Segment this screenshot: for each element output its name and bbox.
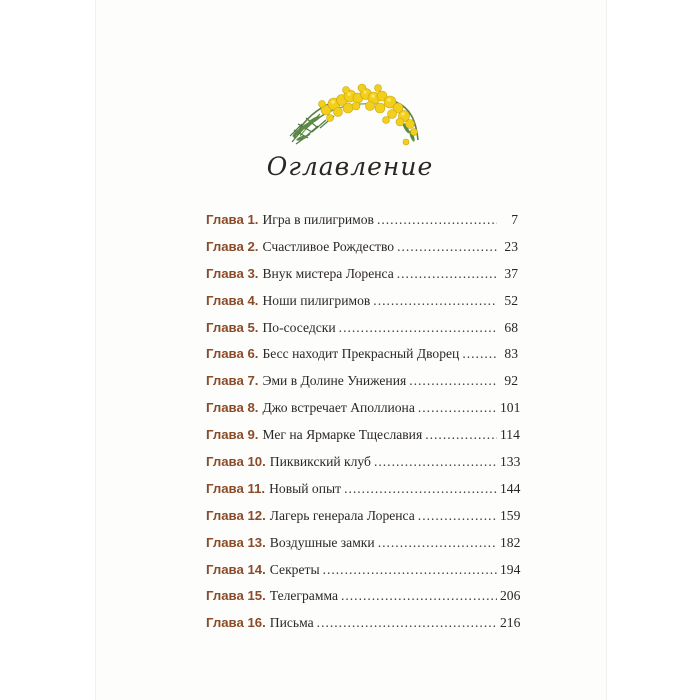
chapter-number: Глава 15.	[206, 588, 266, 604]
chapter-title: Телеграмма	[269, 588, 338, 604]
chapter-title: Бесс находит Прекрасный Дворец	[262, 346, 460, 362]
page-number: 159	[500, 507, 521, 523]
chapter-title: Игра в пилигримов	[262, 212, 374, 227]
page-number: 92	[504, 373, 518, 389]
toc-entry[interactable]	[206, 427, 518, 454]
chapter-title: Джо встречает Аполлиона	[262, 400, 415, 416]
toc-entry[interactable]	[206, 588, 521, 615]
dot-leader	[462, 346, 497, 362]
dot-leader	[425, 427, 497, 443]
chapter-number: Глава 11.	[206, 480, 266, 496]
dot-leader	[339, 320, 497, 336]
toc-entry[interactable]	[206, 320, 518, 347]
toc-entry[interactable]	[206, 293, 518, 320]
chapter-title: Эми в Долине Унижения	[262, 373, 407, 389]
chapter-number: Глава 2.	[206, 238, 259, 254]
chapter-number: Глава 12.	[206, 507, 266, 523]
chapter-number: Глава 13.	[206, 534, 266, 550]
dot-leader	[373, 293, 497, 309]
chapter-title: Мег на Ярмарке Тщеславия	[262, 427, 423, 443]
dot-leader	[397, 239, 497, 255]
page-number: 101	[500, 400, 521, 416]
chapter-title: Пиквикский клуб	[269, 454, 371, 470]
toc-entry[interactable]	[206, 346, 518, 373]
table-of-contents	[206, 212, 521, 642]
page-number: 68	[504, 319, 518, 335]
dot-leader	[409, 373, 497, 389]
chapter-number: Глава 9.	[206, 427, 259, 443]
chapter-title: Письма	[269, 615, 314, 631]
chapter-title: Секреты	[269, 561, 320, 577]
dot-leader	[378, 535, 497, 551]
toc-entry[interactable]	[206, 454, 521, 481]
toc-heading: Оглавление	[266, 152, 434, 181]
toc-entry[interactable]	[206, 373, 518, 400]
chapter-title: Внук мистера Лоренса	[262, 265, 394, 281]
chapter-number: Глава 3.	[206, 265, 259, 281]
page-number: 216	[500, 615, 521, 631]
dot-leader	[374, 454, 497, 470]
page-number: 52	[504, 292, 518, 308]
page-number: 7	[511, 212, 518, 227]
chapter-number: Глава 10.	[206, 454, 266, 470]
chapter-number: Глава 16.	[206, 615, 266, 631]
toc-entry[interactable]	[206, 266, 518, 293]
page-number: 194	[500, 561, 521, 577]
dot-leader	[344, 481, 497, 497]
page-number: 144	[500, 480, 521, 496]
page-number: 23	[504, 238, 518, 254]
chapter-number: Глава 5.	[206, 319, 259, 335]
chapter-title: По-соседски	[262, 319, 336, 335]
chapter-number: Глава 14.	[206, 561, 266, 577]
toc-entry[interactable]	[206, 561, 521, 589]
page-number: 206	[500, 588, 521, 604]
dot-leader	[323, 562, 497, 578]
chapter-number: Глава 6.	[206, 346, 259, 362]
dot-leader	[418, 508, 497, 524]
chapter-title: Счастливое Рождество	[262, 238, 395, 254]
chapter-number: Глава 7.	[206, 373, 259, 389]
toc-entry[interactable]	[206, 400, 521, 427]
dot-leader	[397, 266, 497, 282]
page-number: 182	[500, 534, 521, 550]
dot-leader	[418, 400, 497, 416]
toc-entry[interactable]	[206, 615, 521, 642]
mimosa-sprig-icon	[286, 80, 422, 156]
toc-entry[interactable]	[206, 480, 521, 508]
chapter-number: Глава 1.	[206, 212, 259, 227]
dot-leader	[317, 615, 497, 631]
page-number: 133	[500, 454, 521, 470]
page-number: 83	[504, 346, 518, 362]
toc-entry[interactable]	[206, 534, 521, 562]
chapter-title: Лагерь генерала Лоренса	[269, 507, 415, 523]
toc-entry[interactable]	[206, 239, 518, 266]
dot-leader	[341, 588, 497, 604]
page-number: 114	[500, 427, 520, 443]
toc-entry[interactable]	[206, 212, 518, 239]
chapter-title: Новый опыт	[269, 480, 342, 496]
chapter-number: Глава 4.	[206, 292, 259, 308]
chapter-title: Ноши пилигримов	[262, 292, 371, 308]
chapter-number: Глава 8.	[206, 400, 259, 416]
toc-entry[interactable]	[206, 507, 521, 535]
page-number: 37	[504, 265, 518, 281]
dot-leader	[377, 212, 497, 228]
chapter-title: Воздушные замки	[269, 534, 375, 550]
